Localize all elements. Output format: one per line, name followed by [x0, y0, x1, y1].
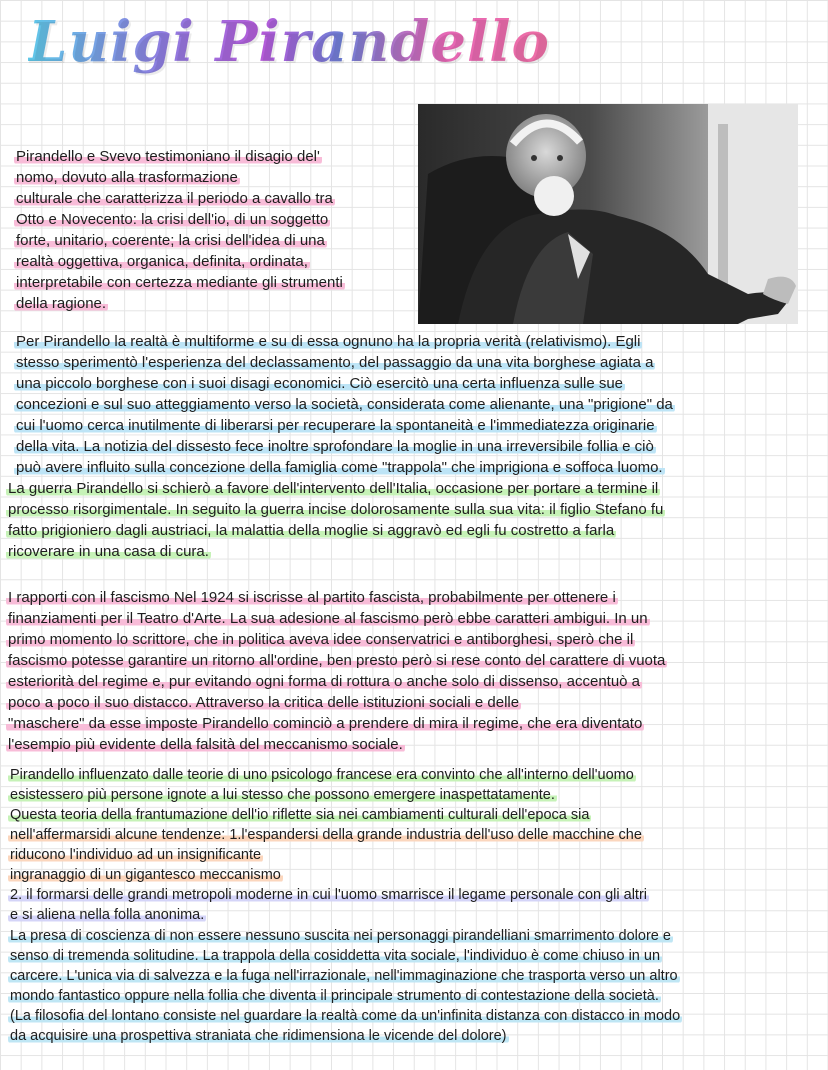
text-line: 2. il formarsi delle grandi metropoli moderne in cui l'uomo smarrisce il legame personale con gli altri: [10, 887, 648, 903]
text-line: nell'affermarsidi alcune tendenze: 1.l'espandersi della grande industria dell'uso delle macchine che: [10, 827, 642, 843]
text-line: l'esempio più evidente della falsità del meccanismo sociale.: [8, 736, 403, 753]
text-line: interpretabile con certezza mediante gli strumenti: [16, 274, 343, 291]
text-line: processo risorgimentale. In seguito la guerra incise dolorosamente sulla sua vita: il figlio Stefano fu: [8, 501, 664, 518]
text-line: poco a poco il suo distacco. Attraverso la critica delle istituzioni sociali e delle: [8, 694, 520, 711]
intro-paragraph: [14, 146, 345, 314]
text-line: fascismo potesse garantire un ritorno all'ordine, ben presto però si rese conto del carattere di vuota: [8, 652, 666, 669]
text-line: riducono l'individuo ad un insignificante: [10, 847, 262, 863]
text-line: esteriorità del regime e, pur evitando ogni forma di rottura o anche solo di dissenso, accentuò a: [8, 673, 641, 690]
text-line: La guerra Pirandello si schierò a favore dell'intervento dell'Italia, occasione per portare a termine il: [8, 480, 659, 497]
text-line: della vita. La notizia del dissesto fece inoltre sprofondare la moglie in una irreversibile follia e ciò: [16, 438, 654, 455]
psychology-paragraph: [8, 765, 649, 925]
conclusion-paragraph: [8, 926, 682, 1046]
text-line: La presa di coscienza di non essere nessuno suscita nei personaggi pirandelliani smarrimento dolore e: [10, 928, 671, 944]
text-line: Per Pirandello la realtà è multiforme e su di essa ognuno ha la propria verità (relativismo). Egli: [16, 333, 641, 350]
page-title: Luigi Pirandello: [28, 6, 550, 78]
war-paragraph: [6, 478, 665, 562]
text-line: cui l'uomo cerca inutilmente di liberarsi per recuperare la spontaneità e l'immediatezza originarie: [16, 417, 655, 434]
text-line: primo momento lo scrittore, che in politica aveva idee conservatrici e antiborghesi, sperò che il: [8, 631, 634, 648]
text-line: e si aliena nella folla anonima.: [10, 907, 205, 923]
text-line: concezioni e sul suo atteggiamento verso la società, considerata come alienante, una "prigione" da: [16, 396, 673, 413]
text-line: (La filosofia del lontano consiste nel guardare la realtà come da un'infinita distanza con distacco in modo: [10, 1008, 681, 1024]
text-line: finanziamenti per il Teatro d'Arte. La sua adesione al fascismo però ebbe caratteri ambigui. In un: [8, 610, 648, 627]
text-line: da acquisire una prospettiva straniata che ridimensiona le vicende del dolore): [10, 1028, 507, 1044]
text-line: fatto prigioniero dagli austriaci, la malattia della moglie si aggravò ed egli fu costretto a farla: [8, 522, 615, 539]
text-line: ingranaggio di un gigantesco meccanismo: [10, 867, 281, 883]
fascism-paragraph: [6, 587, 667, 755]
text-line: della ragione.: [16, 295, 107, 312]
text-line: "maschere" da esse imposte Pirandello cominciò a prendere di mira il regime, che era diventato: [8, 715, 643, 732]
text-line: senso di tremenda solitudine. La trappola della cosiddetta vita sociale, l'individuo è come chiuso in un: [10, 948, 661, 964]
text-line: può avere influito sulla concezione della famiglia come "trappola" che imprigiona e soffoca luomo.: [16, 459, 663, 476]
text-line: forte, unitario, coerente; la crisi dell'idea di una: [16, 232, 325, 249]
text-line: Pirandello e Svevo testimoniano il disagio del': [16, 148, 320, 165]
text-line: Otto e Novecento: la crisi dell'io, di un soggetto: [16, 211, 329, 228]
text-line: Questa teoria della frantumazione dell'io riflette sia nei cambiamenti culturali dell'epoca sia: [10, 807, 590, 823]
portrait-illustration: [418, 104, 798, 324]
text-line: realtà oggettiva, organica, definita, ordinata,: [16, 253, 308, 270]
portrait-photo: [418, 104, 798, 324]
text-line: I rapporti con il fascismo Nel 1924 si iscrisse al partito fascista, probabilmente per ottenere i: [8, 589, 616, 606]
text-line: carcere. L'unica via di salvezza e la fuga nell'irrazionale, nell'immaginazione che trasporta verso un altro: [10, 968, 678, 984]
text-line: esistessero più persone ignote a lui stesso che possono emergere inaspettatamente.: [10, 787, 555, 803]
text-line: culturale che caratterizza il periodo a cavallo tra: [16, 190, 333, 207]
text-line: una piccolo borghese con i suoi disagi economici. Ciò esercitò una certa influenza sulle sue: [16, 375, 624, 392]
text-line: nomo, dovuto alla trasformazione: [16, 169, 238, 186]
text-line: stesso sperimentò l'esperienza del declassamento, del passaggio da una vita borghese agiata a: [16, 354, 654, 371]
text-line: Pirandello influenzato dalle teorie di uno psicologo francese era convinto che all'interno dell'uomo: [10, 767, 634, 783]
text-line: ricoverare in una casa di cura.: [8, 543, 209, 560]
text-line: mondo fantastico oppure nella follia che diventa il principale strumento di contestazione della società.: [10, 988, 659, 1004]
relativism-paragraph: [14, 331, 675, 478]
